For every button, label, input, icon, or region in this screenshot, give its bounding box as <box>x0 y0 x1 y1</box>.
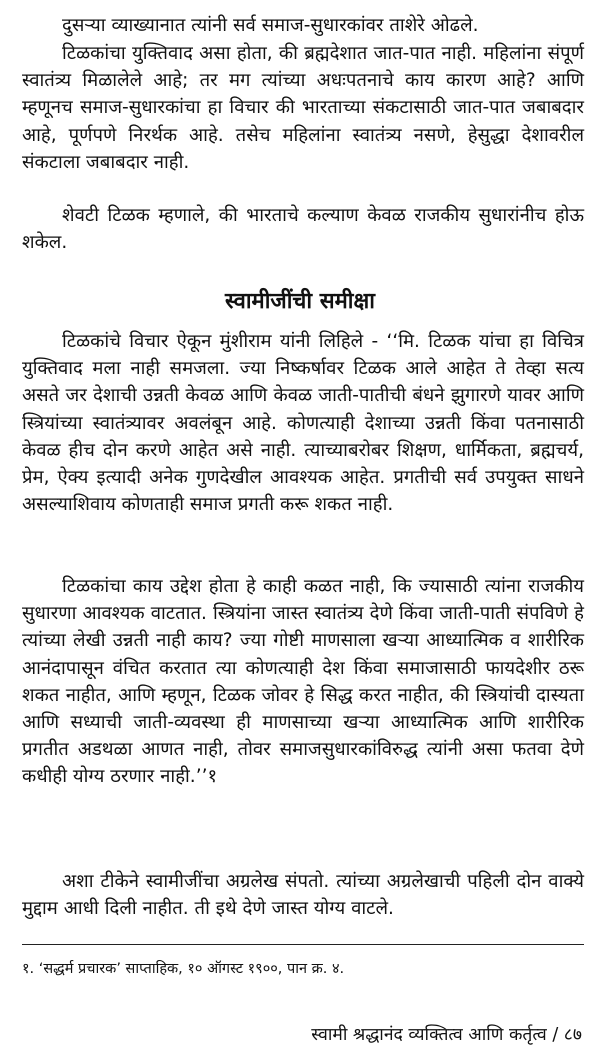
paragraph-1: दुसऱ्या व्याख्यानात त्यांनी सर्व समाज-सुधारकांवर ताशेरे ओढले. <box>62 15 479 36</box>
paragraph-5: टिळकांचा काय उद्देश होता हे काही कळत नाही, कि ज्यासाठी त्यांना राजकीय सुधारणा आवश्यक वाटतात. स्त्रियांना जास्त स्वातंत्र्य देणे किंवा जाती-पाती संपविणे हे त्यांच्या लेखी उन्नती नाही काय? ज्या गोष्टी माणसाला खऱ्या आध्यात्मिक व शारीरिक आनंदापासून वंचित करतात त्या कोणत्याही देश किंवा समाजासाठी फायदेशीर ठरू शकत नाहीत, आणि म्हणून, टिळक जोवर हे सिद्ध करत नाहीत, की स्त्रियांची दास्यता आणि सध्याची जाती-व्यवस्था ही माणसाच्या खऱ्या आध्यात्मिक आणि शारीरिक प्रगतीत अडथळा आणत नाही, तोवर समाजसुधारकांविरुद्ध त्यांनी असा फतवा देणे कधीही योग्य ठरणार नाही.’’१ <box>22 576 584 788</box>
paragraph-3: शेवटी टिळक म्हणाले, की भारताचे कल्याण केवळ राजकीय सुधारांनीच होऊ शकेल. <box>22 205 584 254</box>
footnote-divider <box>22 944 584 945</box>
section-heading: स्वामीजींची समीक्षा <box>225 289 375 314</box>
footnote: १. ‘सद्धर्म प्रचारक’ साप्ताहिक, १० ऑगस्ट १९००, पान क्र. ४. <box>22 961 345 977</box>
paragraph-2: टिळकांचा युक्तिवाद असा होता, की ब्रह्मदेशात जात-पात नाही. महिलांना संपूर्ण स्वातंत्र्य मिळालेले आहे; तर मग त्यांच्या अधःपतनाचे काय कारण आहे? आणि म्हणूनच समाज-सुधारकांचा हा विचार की भारताच्या संकटासाठी जात-पात जबाबदार आहे, पूर्णपणे निरर्थक आहे. तसेच महिलांना स्वातंत्र्य नसणे, हेसुद्धा देशावरील संकटाला जबाबदार नाही. <box>22 43 584 173</box>
paragraph-4: टिळकांचे विचार ऐकून मुंशीराम यांनी लिहिले - ‘‘मि. टिळक यांचा हा विचित्र युक्तिवाद मला नाही समजला. ज्या निष्कर्षावर टिळक आले आहेत ते तेव्हा सत्य असते जर देशाची उन्नती केवळ आणि केवळ जाती-पातीची बंधने झुगारणे यावर आणि स्त्रियांच्या स्वातंत्र्यावर अवलंबून आहे. कोणत्याही देशाच्या उन्नती किंवा पतनासाठी केवळ हीच दोन करणे आहेत असे नाही. त्याच्याबरोबर शिक्षण, धार्मिकता, ब्रह्मचर्य, प्रेम, ऐक्य इत्यादी अनेक गुणदेखील आवश्यक आहेत. प्रगतीची सर्व उपयुक्त साधने असल्याशिवाय कोणताही समाज प्रगती करू शकत नाही. <box>22 331 585 516</box>
paragraph-6: अशा टीकेने स्वामीजींचा अग्रलेख संपतो. त्यांच्या अग्रलेखाची पहिली दोन वाक्ये मुद्दाम आधी दिली नाहीत. ती इथे देणे जास्त योग्य वाटले. <box>22 871 584 920</box>
running-footer: स्वामी श्रद्धानंद व्यक्तित्व आणि कर्तृत्व / ८७ <box>311 1025 582 1045</box>
